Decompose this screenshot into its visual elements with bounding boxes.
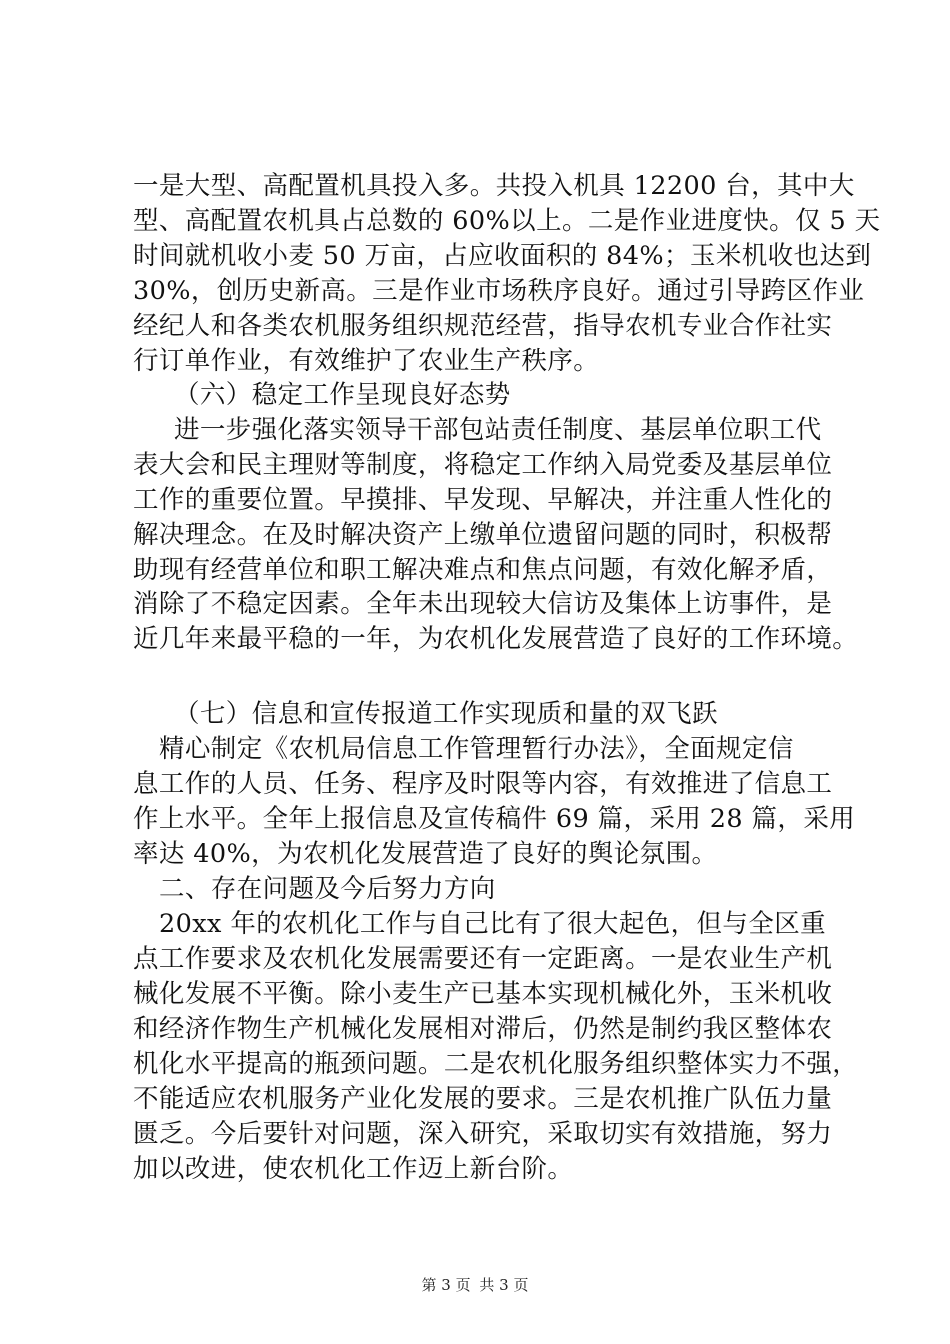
page-number: 第 3 页 [421,1276,471,1294]
paragraph-line: 点工作要求及农机化发展需要还有一定距离。一是农业生产机 [133,944,833,974]
paragraph-line: 消除了不稳定因素。全年未出现较大信访及集体上访事件，是 [133,589,833,619]
page-total: 共 3 页 [479,1276,529,1294]
paragraph-line: 经纪人和各类农机服务组织规范经营，指导农机专业合作社实 [133,311,833,341]
paragraph-line: 和经济作物生产机械化发展相对滞后，仍然是制约我区整体农 [133,1014,833,1044]
section-heading: 二、存在问题及今后努力方向 [159,874,496,904]
section-heading: （六）稳定工作呈现良好态势 [174,380,511,410]
paragraph-line: 精心制定《农机局信息工作管理暂行办法》，全面规定信 [159,734,794,764]
paragraph-line: 匮乏。今后要针对问题，深入研究，采取切实有效措施，努力 [133,1119,833,1149]
paragraph-line: 率达 40%，为农机化发展营造了良好的舆论氛围。 [133,839,718,869]
paragraph-line: 时间就机收小麦 50 万亩，占应收面积的 84%；玉米机收也达到 [133,241,872,271]
paragraph-line: 解决理念。在及时解决资产上缴单位遗留问题的同时，积极帮 [133,520,833,550]
paragraph-line: 行订单作业，有效维护了农业生产秩序。 [133,346,600,376]
paragraph-line: 一是大型、高配置机具投入多。共投入机具 12200 台，其中大 [133,171,855,201]
paragraph-line: 近几年来最平稳的一年，为农机化发展营造了良好的工作环境。 [133,624,859,654]
paragraph-line: 不能适应农机服务产业化发展的要求。三是农机推广队伍力量 [133,1084,833,1114]
paragraph-line: 加以改进，使农机化工作迈上新台阶。 [133,1154,574,1184]
paragraph-line: 进一步强化落实领导干部包站责任制度、基层单位职工代 [174,415,822,445]
page-footer [0,1274,950,1295]
paragraph-line: 型、高配置农机具占总数的 60%以上。二是作业进度快。仅 5 天 [133,206,881,236]
paragraph-line: 械化发展不平衡。除小麦生产已基本实现机械化外，玉米机收 [133,979,833,1009]
paragraph-line: 助现有经营单位和职工解决难点和焦点问题，有效化解矛盾， [133,555,833,585]
paragraph-line: 工作的重要位置。早摸排、早发现、早解决，并注重人性化的 [133,485,833,515]
paragraph-line: 30%，创历史新高。三是作业市场秩序良好。通过引导跨区作业 [133,276,865,306]
paragraph-line: 息工作的人员、任务、程序及时限等内容，有效推进了信息工 [133,769,833,799]
paragraph-line: 机化水平提高的瓶颈问题。二是农机化服务组织整体实力不强， [133,1049,859,1079]
paragraph-line: 表大会和民主理财等制度，将稳定工作纳入局党委及基层单位 [133,450,833,480]
paragraph-line: 作上水平。全年上报信息及宣传稿件 69 篇，采用 28 篇，采用 [133,804,856,834]
section-heading: （七）信息和宣传报道工作实现质和量的双飞跃 [174,699,718,729]
paragraph-line: 20xx 年的农机化工作与自己比有了很大起色，但与全区重 [159,909,827,939]
